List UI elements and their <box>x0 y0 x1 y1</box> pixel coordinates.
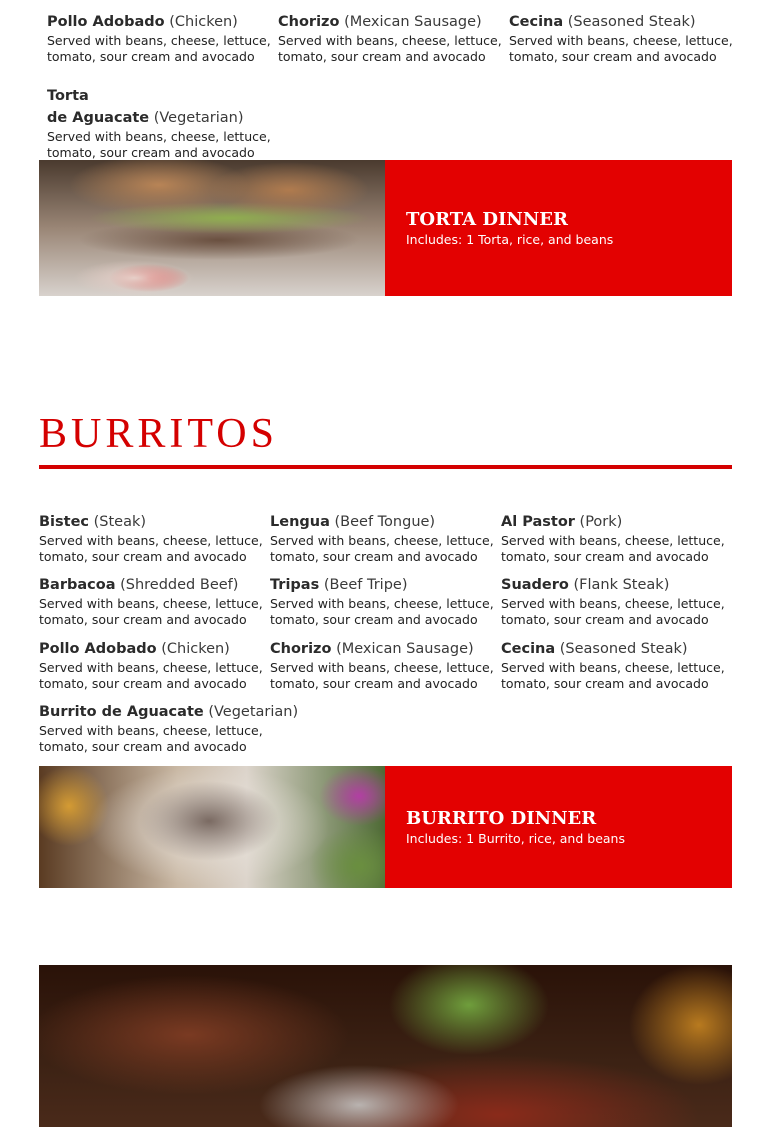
item-name: Tripas (Beef Tripe) <box>270 577 408 593</box>
item-name: Al Pastor (Pork) <box>501 514 623 530</box>
item-name: Chorizo (Mexican Sausage) <box>270 641 474 657</box>
menu-item <box>270 576 498 628</box>
item-description: Served with beans, cheese, lettuce, tomato, sour cream and avocado <box>47 129 271 160</box>
item-description: Served with beans, cheese, lettuce, tomato, sour cream and avocado <box>278 33 502 64</box>
item-description: Served with beans, cheese, lettuce, tomato, sour cream and avocado <box>501 660 725 691</box>
item-name: de Aguacate (Vegetarian) <box>47 110 244 126</box>
item-description: Served with beans, cheese, lettuce, tomato, sour cream and avocado <box>270 533 494 564</box>
torta-dinner-banner <box>39 160 732 296</box>
burrito-dinner-title: BURRITO DINNER <box>406 808 597 829</box>
menu-item <box>47 13 275 65</box>
menu-item <box>39 640 267 692</box>
item-description: Served with beans, cheese, lettuce, tomato, sour cream and avocado <box>501 533 725 564</box>
item-description: Served with beans, cheese, lettuce, tomato, sour cream and avocado <box>39 660 263 691</box>
heading-divider <box>39 465 732 469</box>
menu-item <box>501 640 729 692</box>
menu-item <box>509 13 737 65</box>
burrito-photo <box>39 766 385 888</box>
menu-item <box>39 703 319 755</box>
item-name: Torta <box>47 88 89 104</box>
burrito-dinner-banner <box>39 766 732 888</box>
torta-dinner-title: TORTA DINNER <box>406 209 568 230</box>
torta-dinner-subtitle: Includes: 1 Torta, rice, and beans <box>406 232 614 247</box>
item-description: Served with beans, cheese, lettuce, tomato, sour cream and avocado <box>270 660 494 691</box>
item-description: Served with beans, cheese, lettuce, tomato, sour cream and avocado <box>39 596 263 627</box>
item-name: Pollo Adobado (Chicken) <box>39 641 230 657</box>
menu-item <box>39 576 267 628</box>
item-description: Served with beans, cheese, lettuce, tomato, sour cream and avocado <box>509 33 733 64</box>
menu-item <box>270 640 498 692</box>
item-description: Served with beans, cheese, lettuce, tomato, sour cream and avocado <box>39 533 263 564</box>
item-name: Chorizo (Mexican Sausage) <box>278 14 482 30</box>
menu-item <box>47 87 275 161</box>
item-name: Cecina (Seasoned Steak) <box>509 14 696 30</box>
menu-item <box>501 576 729 628</box>
item-name: Suadero (Flank Steak) <box>501 577 670 593</box>
food-photo <box>39 965 732 1127</box>
menu-item <box>278 13 506 65</box>
item-description: Served with beans, cheese, lettuce, tomato, sour cream and avocado <box>39 723 263 754</box>
menu-item <box>501 513 729 565</box>
torta-photo <box>39 160 385 296</box>
item-description: Served with beans, cheese, lettuce, tomato, sour cream and avocado <box>501 596 725 627</box>
torta-dinner-panel <box>385 160 732 296</box>
item-description: Served with beans, cheese, lettuce, tomato, sour cream and avocado <box>47 33 271 64</box>
item-name: Bistec (Steak) <box>39 514 147 530</box>
item-name: Lengua (Beef Tongue) <box>270 514 436 530</box>
menu-item <box>270 513 498 565</box>
item-description: Served with beans, cheese, lettuce, tomato, sour cream and avocado <box>270 596 494 627</box>
item-name: Barbacoa (Shredded Beef) <box>39 577 239 593</box>
item-name: Cecina (Seasoned Steak) <box>501 641 688 657</box>
burritos-heading: BURRITOS <box>39 411 278 457</box>
menu-item <box>39 513 267 565</box>
burrito-dinner-panel <box>385 766 732 888</box>
item-name: Burrito de Aguacate (Vegetarian) <box>39 704 299 720</box>
burrito-dinner-subtitle: Includes: 1 Burrito, rice, and beans <box>406 831 625 846</box>
item-name: Pollo Adobado (Chicken) <box>47 14 238 30</box>
